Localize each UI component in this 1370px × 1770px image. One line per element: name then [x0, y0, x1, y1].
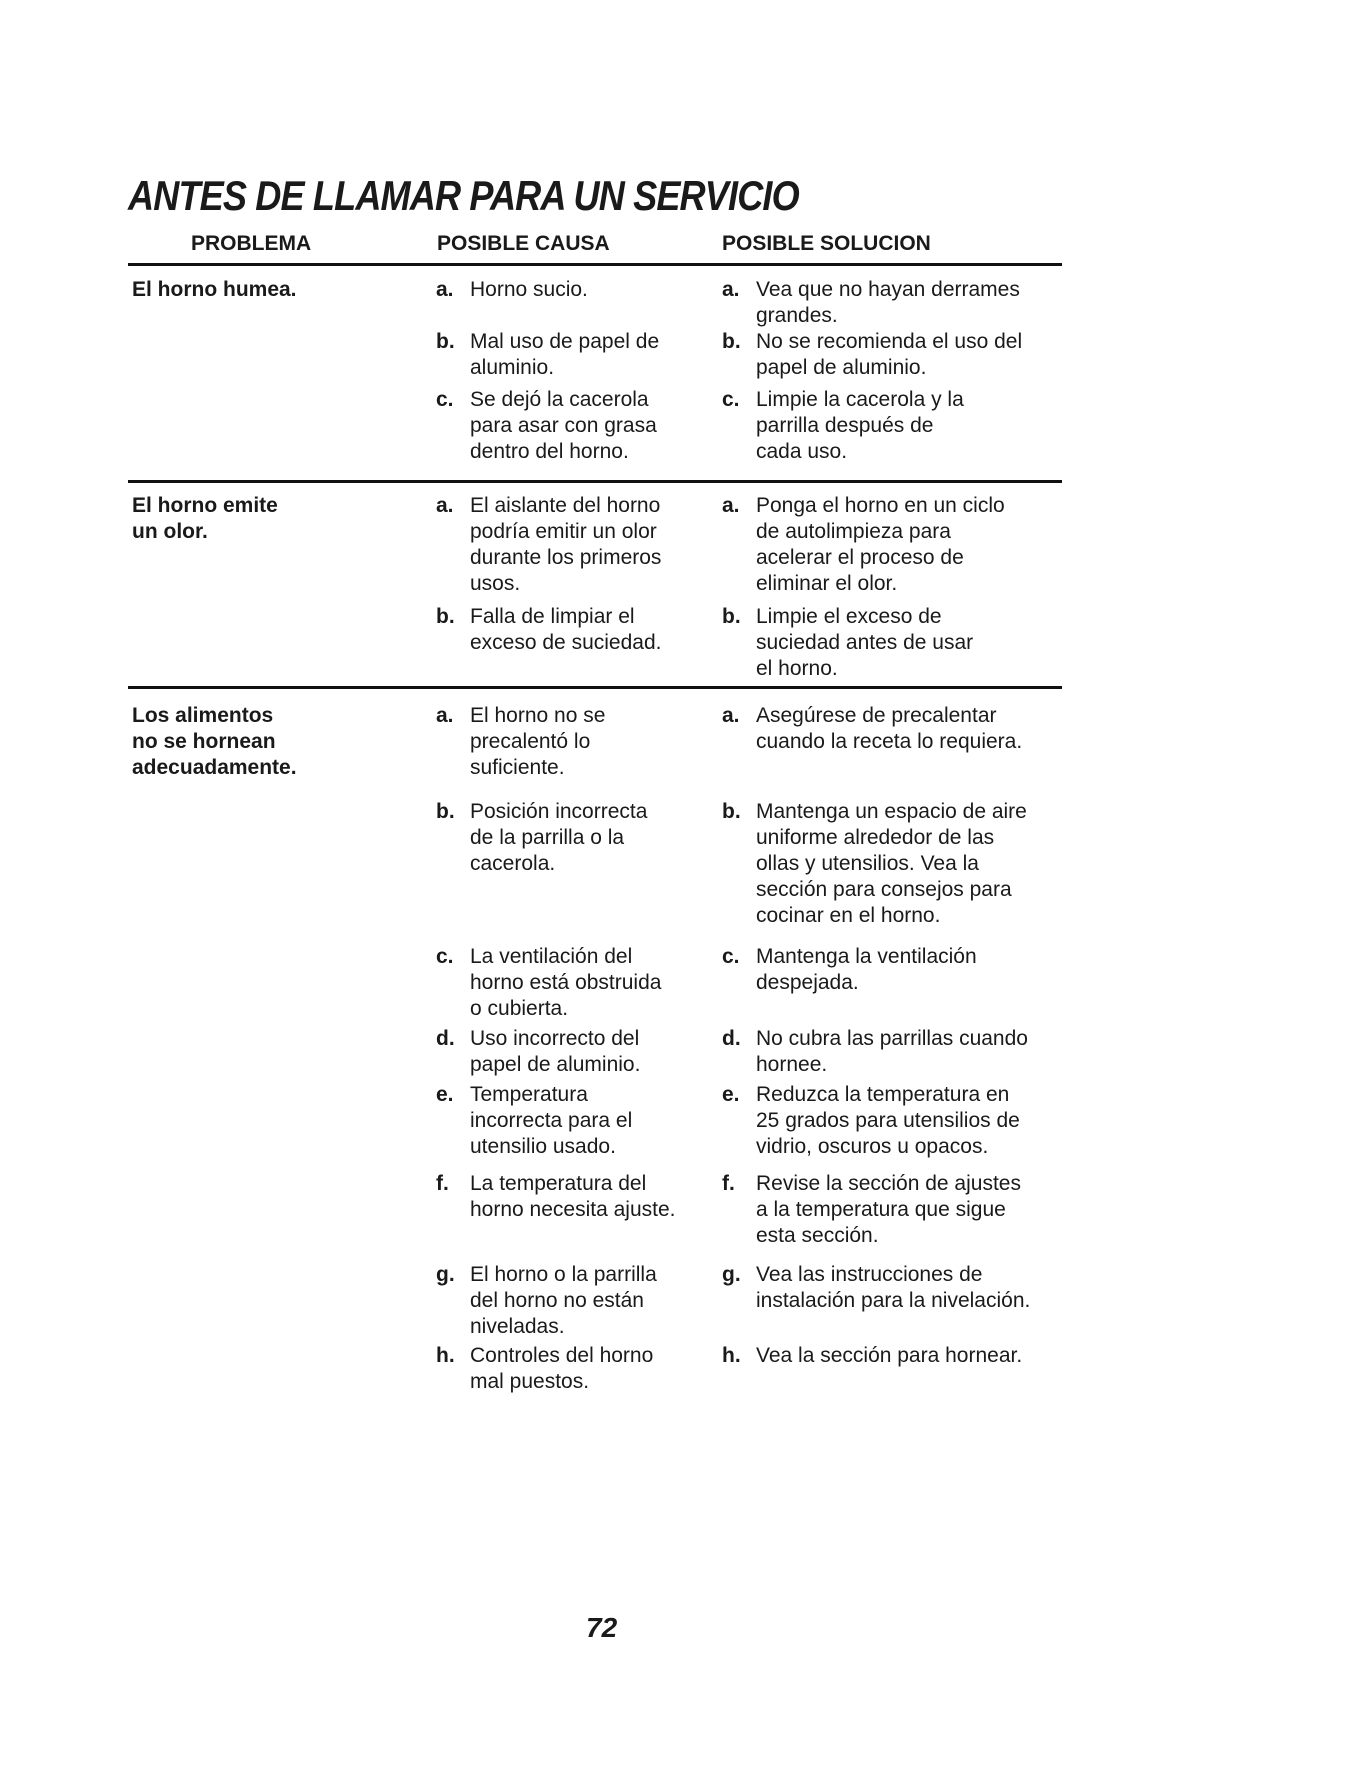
cause-item-text: El aislante del horno podría emitir un olor durante los primeros usos. — [470, 494, 662, 595]
cause-item — [436, 329, 760, 381]
solution-item-text: Vea que no hayan derrames grandes. — [756, 278, 1020, 327]
cause-item-letter: b. — [436, 800, 455, 823]
cause-item-letter: b. — [436, 605, 455, 628]
cause-item-letter: d. — [436, 1027, 455, 1050]
row-divider — [128, 686, 1062, 689]
header-solution: POSIBLE SOLUCION — [722, 232, 931, 255]
solution-item-letter: e. — [722, 1083, 740, 1106]
cause-item — [436, 703, 760, 781]
cause-item-letter: a. — [436, 278, 454, 301]
cause-item-letter: f. — [436, 1172, 449, 1195]
cause-item — [436, 799, 760, 877]
solution-item-letter: b. — [722, 330, 741, 353]
page-title: ANTES DE LLAMAR PARA UN SERVICIO — [128, 172, 799, 219]
cause-item-text: La temperatura del horno necesita ajuste. — [470, 1172, 676, 1221]
cause-item — [436, 1343, 760, 1395]
solution-item — [722, 703, 1101, 755]
solution-item-letter: a. — [722, 704, 740, 727]
problem-text: El horno emite un olor. — [132, 494, 278, 543]
cause-item-text: Temperatura incorrecta para el utensilio usado. — [470, 1083, 633, 1158]
solution-item — [722, 1026, 1101, 1078]
cause-item-text: Uso incorrecto del papel de aluminio. — [470, 1027, 641, 1076]
solution-item-text: Limpie el exceso de suciedad antes de usar el horno. — [756, 605, 974, 680]
solution-item-letter: f. — [722, 1172, 735, 1195]
solution-item-text: Limpie la cacerola y la parrilla después de cada uso. — [756, 388, 964, 463]
solution-item-letter: a. — [722, 278, 740, 301]
solution-item-letter: c. — [722, 945, 740, 968]
cause-item-letter: a. — [436, 494, 454, 517]
solution-item-letter: b. — [722, 800, 741, 823]
cause-item-text: Posición incorrecta de la parrilla o la cacerola. — [470, 800, 648, 875]
cause-item-text: Controles del horno mal puestos. — [470, 1344, 654, 1393]
cause-item-text: Mal uso de papel de aluminio. — [470, 330, 660, 379]
solution-item — [722, 1171, 1101, 1249]
solution-item — [722, 604, 1101, 682]
solution-item-text: Vea las instrucciones de instalación para la nivelación. — [756, 1263, 1031, 1312]
cause-item-letter: e. — [436, 1083, 454, 1106]
solution-item-letter: h. — [722, 1344, 741, 1367]
solution-item-text: No se recomienda el uso del papel de aluminio. — [756, 330, 1023, 379]
cause-item-text: El horno no se precalentó lo suficiente. — [470, 704, 606, 779]
problem-text: El horno humea. — [132, 278, 297, 301]
solution-item — [722, 277, 1101, 329]
page-number: 72 — [586, 1612, 618, 1643]
solution-item-letter: d. — [722, 1027, 741, 1050]
solution-item — [722, 944, 1101, 996]
cause-item-text: Falla de limpiar el exceso de suciedad. — [470, 605, 662, 654]
header-cause: POSIBLE CAUSA — [437, 232, 610, 255]
header-problem: PROBLEMA — [191, 232, 312, 255]
cause-item — [436, 1262, 760, 1340]
solution-item-text: Vea la sección para hornear. — [756, 1344, 1023, 1367]
cause-item-letter: c. — [436, 388, 454, 411]
solution-item-letter: c. — [722, 388, 740, 411]
solution-item-text: Ponga el horno en un ciclo de autolimpieza para acelerar el proceso de eliminar el olor. — [756, 494, 1005, 595]
solution-item — [722, 493, 1101, 597]
row-divider — [128, 480, 1062, 483]
cause-item — [436, 277, 760, 303]
solution-item-letter: b. — [722, 605, 741, 628]
solution-item — [722, 799, 1101, 929]
solution-item — [722, 1262, 1101, 1314]
cause-item-text: Horno sucio. — [470, 278, 588, 301]
table-header-divider — [128, 263, 1062, 266]
cause-item-text: La ventilación del horno está obstruida o cubierta. — [470, 945, 662, 1020]
solution-item-text: No cubra las parrillas cuando hornee. — [756, 1027, 1028, 1076]
cause-item — [436, 387, 760, 465]
problem-text: Los alimentos no se hornean adecuadamente. — [132, 704, 297, 779]
solution-item-letter: g. — [722, 1263, 741, 1286]
cause-item — [436, 944, 760, 1022]
solution-item — [722, 1082, 1101, 1160]
cause-item — [436, 1171, 760, 1223]
cause-item — [436, 604, 760, 656]
solution-item-text: Asegúrese de precalentar cuando la receta lo requiera. — [756, 704, 1023, 753]
cause-item-letter: a. — [436, 704, 454, 727]
cause-item — [436, 1082, 760, 1160]
cause-item-letter: b. — [436, 330, 455, 353]
cause-item-letter: g. — [436, 1263, 455, 1286]
cause-item — [436, 1026, 760, 1078]
solution-item — [722, 1343, 1101, 1369]
cause-item-letter: h. — [436, 1344, 455, 1367]
cause-item-text: Se dejó la cacerola para asar con grasa dentro del horno. — [470, 388, 657, 463]
solution-item — [722, 329, 1101, 381]
cause-item — [436, 493, 760, 597]
cause-item-letter: c. — [436, 945, 454, 968]
solution-item-text: Mantenga la ventilación despejada. — [756, 945, 977, 994]
solution-item-letter: a. — [722, 494, 740, 517]
solution-item-text: Mantenga un espacio de aire uniforme alrededor de las ollas y utensilios. Vea la sección para consejos para cocinar en el horno. — [756, 800, 1027, 927]
solution-item — [722, 387, 1101, 465]
solution-item-text: Revise la sección de ajustes a la temperatura que sigue esta sección. — [756, 1172, 1021, 1247]
solution-item-text: Reduzca la temperatura en 25 grados para utensilios de vidrio, oscuros u opacos. — [756, 1083, 1020, 1158]
cause-item-text: El horno o la parrilla del horno no están niveladas. — [470, 1263, 657, 1338]
